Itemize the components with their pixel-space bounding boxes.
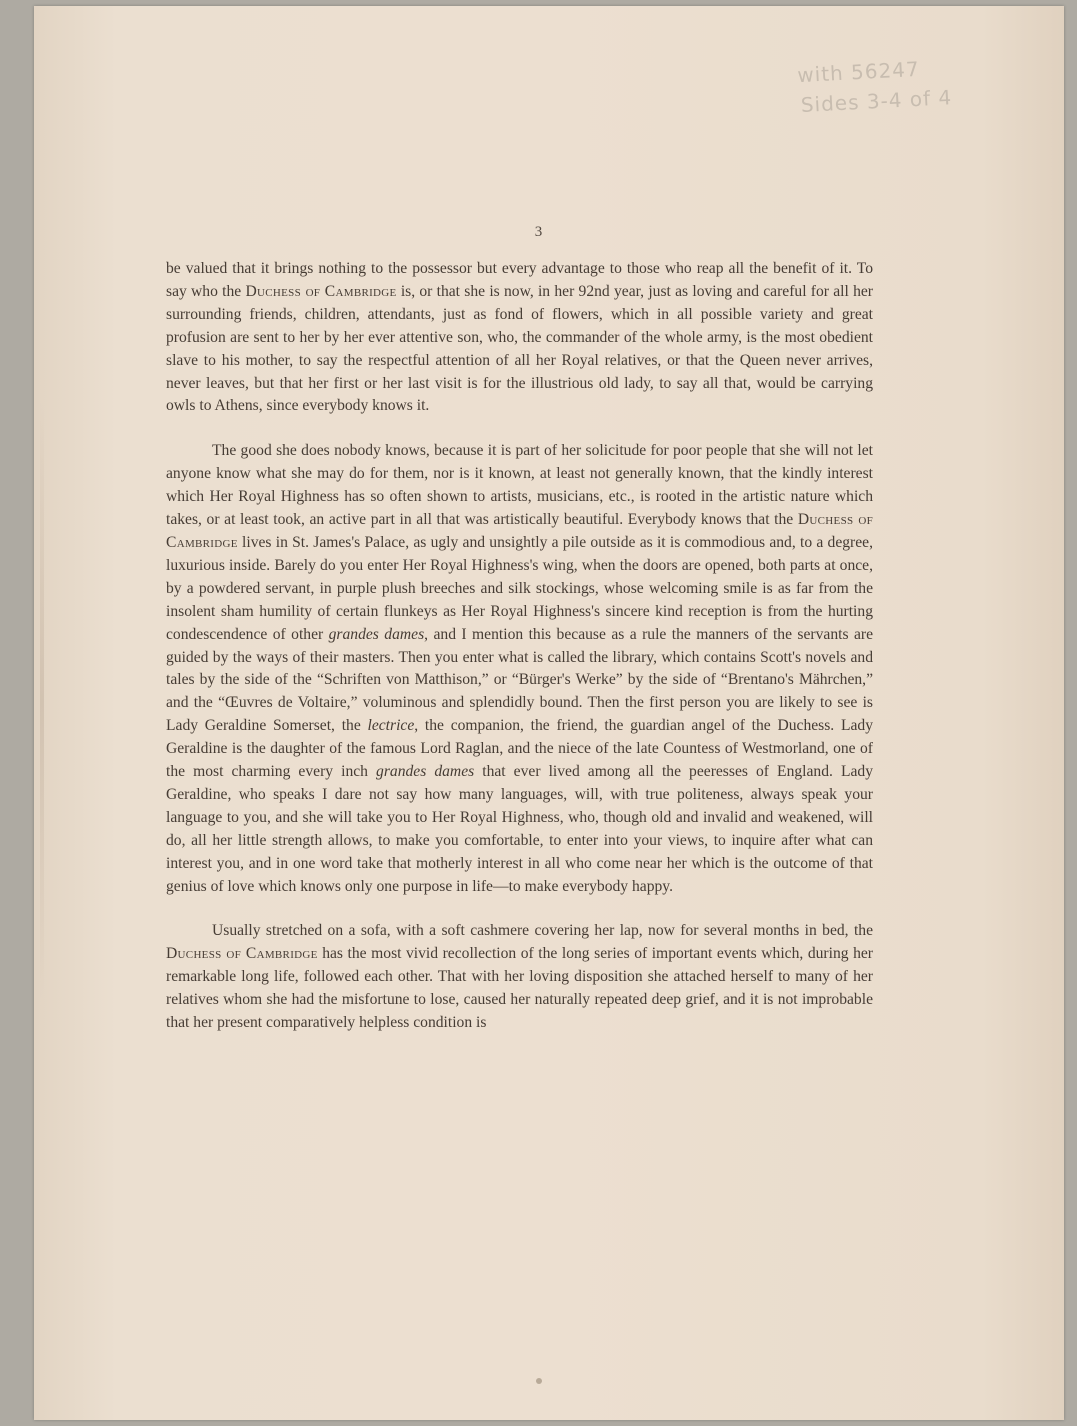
body-text	[166, 258, 873, 1057]
text-run: be valued that it brings nothing to the possessor but every advantage to those who reap all the benefit of it. To say who the	[166, 260, 873, 300]
page-number: 3	[534, 224, 543, 240]
text-run: , and I mention this because as a rule the manners of the servants are guided by the ways of their masters. Then you enter what is called the library, which contains Scott's novels and tales by the side of the “Schriften von Matthison,” or “Bürger's Werke” by the side of “Brentano's Mährchen,” and the “Œuvres de Voltaire,” voluminous and splendidly bound. Then the first person you are likely to see is Lady Geraldine Somerset, the	[166, 625, 873, 735]
paper-foxing	[40, 400, 44, 1000]
small-caps-name: Duchess of Cambridge	[245, 282, 397, 300]
annotation-line-2: Sides 3-4 of 4	[800, 85, 953, 118]
text-run: that ever lived among all the peeresses of England. Lady Geraldine, who speaks I dare not say how many languages, will, with true politeness, always speak your language to you, and she will take you to Her Royal Highness, who, though old and invalid and weakened, will do, all her little strength allows, to make you comfortable, to enter into your views, to inquire after what can interest you, and in one word take that motherly interest in all who come near her which is the outcome of that genius of love which knows only one purpose in life—to make everybody happy.	[166, 763, 874, 895]
paper-mark	[536, 1378, 542, 1384]
italic-phrase: grandes dames	[328, 625, 425, 643]
annotation-line-1: with 56247	[796, 56, 921, 88]
text-run: has the most vivid recollection of the long series of important events which, during her remarkable long life, followed each other. That with her loving disposition she attached herself to many of her relatives whom she had the misfortune to lose, caused her naturally repeated deep grief, and it is not improbable that her present comparatively helpless condition is	[166, 945, 874, 1032]
text-run: is, or that she is now, in her 92nd year, just as loving and careful for all her surrounding friends, children, attendants, just as fond of flowers, which in all possible variety and great profusion are sent to her by her ever attentive son, who, the commander of the whole army, is the most obedient slave to his mother, to say the respectful attention of all her Royal relatives, or that the Queen never arrives, never leaves, but that her first or her last visit is for the illustrious old lady, to say all that, would be carrying owls to Athens, since everybody knows it.	[166, 282, 873, 415]
small-caps-name: Duchess of Cambridge	[166, 945, 318, 963]
text-run: The good she does nobody knows, because it is part of her solicitude for poor people that she will not let anyone know what she may do for them, nor is it known, at least not generally known, that the kindly interest which Her Royal Highness has so often shown to artists, musicians, etc., is rooted in the artistic nature which takes, or at least took, an active part in all that was artistically beautiful. Everybody knows that the	[166, 442, 873, 529]
text-run: lives in St. James's Palace, as ugly and unsightly a pile outside as it is commodious and, to a degree, luxurious inside. Barely do you enter Her Royal Highness's wing, when the doors are opened, both parts at once, by a powdered servant, in purple plush breeches and silk stockings, whose welcoming smile is as far from the insolent sham humility of certain flunkeys as Her Royal Highness's sincere kind reception is from the hurting condescendence of other	[166, 533, 873, 643]
paragraph-1	[166, 258, 873, 418]
text-run: , the companion, the friend, the guardian angel of the Duchess. Lady Geraldine is the daughter of the famous Lord Raglan, and the niece of the late Countess of Westmorland, one of the most charming every inch	[166, 717, 873, 781]
paragraph-3	[166, 920, 873, 1035]
italic-phrase: lectrice	[367, 717, 415, 735]
handwritten-annotation	[797, 52, 960, 120]
text-run: Usually stretched on a sofa, with a soft cashmere covering her lap, now for several months in bed, the	[212, 922, 873, 940]
small-caps-name: Duchess of Cambridge	[166, 511, 873, 551]
paragraph-2	[166, 440, 873, 898]
italic-phrase: grandes dames	[376, 763, 475, 781]
